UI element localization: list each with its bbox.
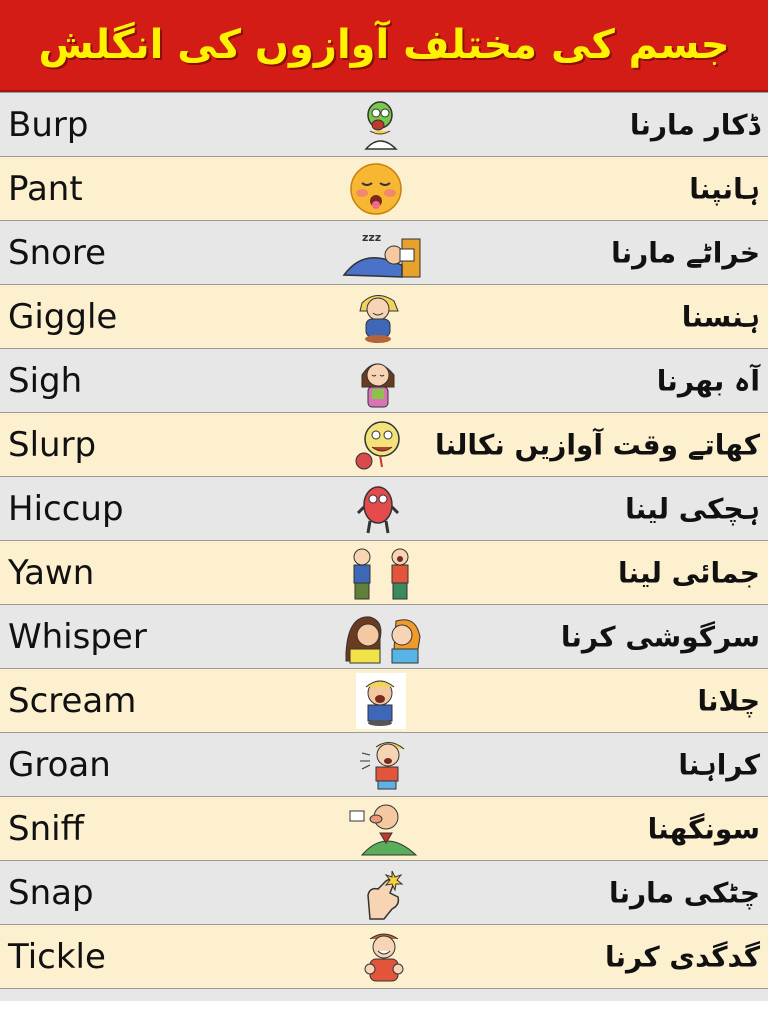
- sniffing-man-icon: [340, 801, 424, 857]
- finger-snap-icon: [340, 865, 424, 921]
- table-row: [0, 732, 768, 796]
- hiccup-creature-icon: [340, 481, 424, 537]
- urdu-meaning: کراہنا: [678, 748, 760, 781]
- header-banner: [0, 0, 768, 92]
- english-word: Hiccup: [8, 488, 124, 529]
- english-word: Snap: [8, 872, 94, 913]
- table-row: [0, 348, 768, 412]
- english-word: Sigh: [8, 360, 83, 401]
- urdu-meaning: کھاتے وقت آوازیں نکالنا: [434, 428, 760, 461]
- english-word: Yawn: [8, 552, 95, 593]
- whispering-women-icon: [340, 609, 424, 665]
- table-row: [0, 668, 768, 732]
- urdu-meaning: جمائی لینا: [618, 556, 760, 589]
- table-row: [0, 860, 768, 924]
- english-word: Snore: [8, 232, 107, 273]
- english-word: Slurp: [8, 424, 97, 465]
- page-title: جسم کی مختلف آوازوں کی انگلش: [38, 22, 730, 68]
- slurping-face-icon: [340, 417, 424, 473]
- table-row: [0, 604, 768, 668]
- urdu-meaning: آہ بھرنا: [656, 364, 760, 397]
- svg-text:zzz: zzz: [362, 231, 382, 244]
- english-word: Tickle: [8, 936, 106, 977]
- english-word: Burp: [8, 104, 89, 145]
- table-row: [0, 924, 768, 988]
- urdu-meaning: گدگدی کرنا: [604, 940, 760, 973]
- panting-face-icon: [340, 161, 424, 217]
- urdu-meaning: سرگوشی کرنا: [560, 620, 760, 653]
- urdu-meaning: ہچکی لینا: [625, 492, 760, 525]
- table-row: [0, 796, 768, 860]
- snoring-sleeper-icon: [340, 225, 424, 281]
- english-word: Pant: [8, 168, 83, 209]
- english-word: Groan: [8, 744, 111, 785]
- table-row: [0, 476, 768, 540]
- table-row: [0, 92, 768, 156]
- urdu-meaning: خراٹے مارنا: [611, 236, 760, 269]
- urdu-meaning: چلانا: [697, 684, 760, 717]
- groaning-man-icon: [340, 737, 424, 793]
- table-row: [0, 284, 768, 348]
- giggling-girl-icon: [340, 289, 424, 345]
- english-word: Giggle: [8, 296, 118, 337]
- urdu-meaning: ڈکار مارنا: [629, 108, 760, 141]
- screaming-man-icon: [340, 673, 424, 729]
- yawning-boys-icon: [340, 545, 424, 601]
- urdu-meaning: ہنسنا: [681, 300, 760, 333]
- burping-man-icon: [340, 97, 424, 153]
- word-list: [0, 92, 768, 988]
- urdu-meaning: ہانپنا: [689, 172, 760, 205]
- urdu-meaning: چٹکی مارنا: [609, 876, 760, 909]
- table-row: [0, 540, 768, 604]
- footer-strip: [0, 988, 768, 1001]
- table-row: [0, 156, 768, 220]
- table-row: [0, 220, 768, 284]
- english-word: Sniff: [8, 808, 85, 849]
- tickling-boy-icon: [340, 929, 424, 985]
- english-word: Whisper: [8, 616, 147, 657]
- english-word: Scream: [8, 680, 137, 721]
- sighing-girl-icon: [340, 353, 424, 409]
- table-row: [0, 412, 768, 476]
- urdu-meaning: سونگھنا: [647, 812, 760, 845]
